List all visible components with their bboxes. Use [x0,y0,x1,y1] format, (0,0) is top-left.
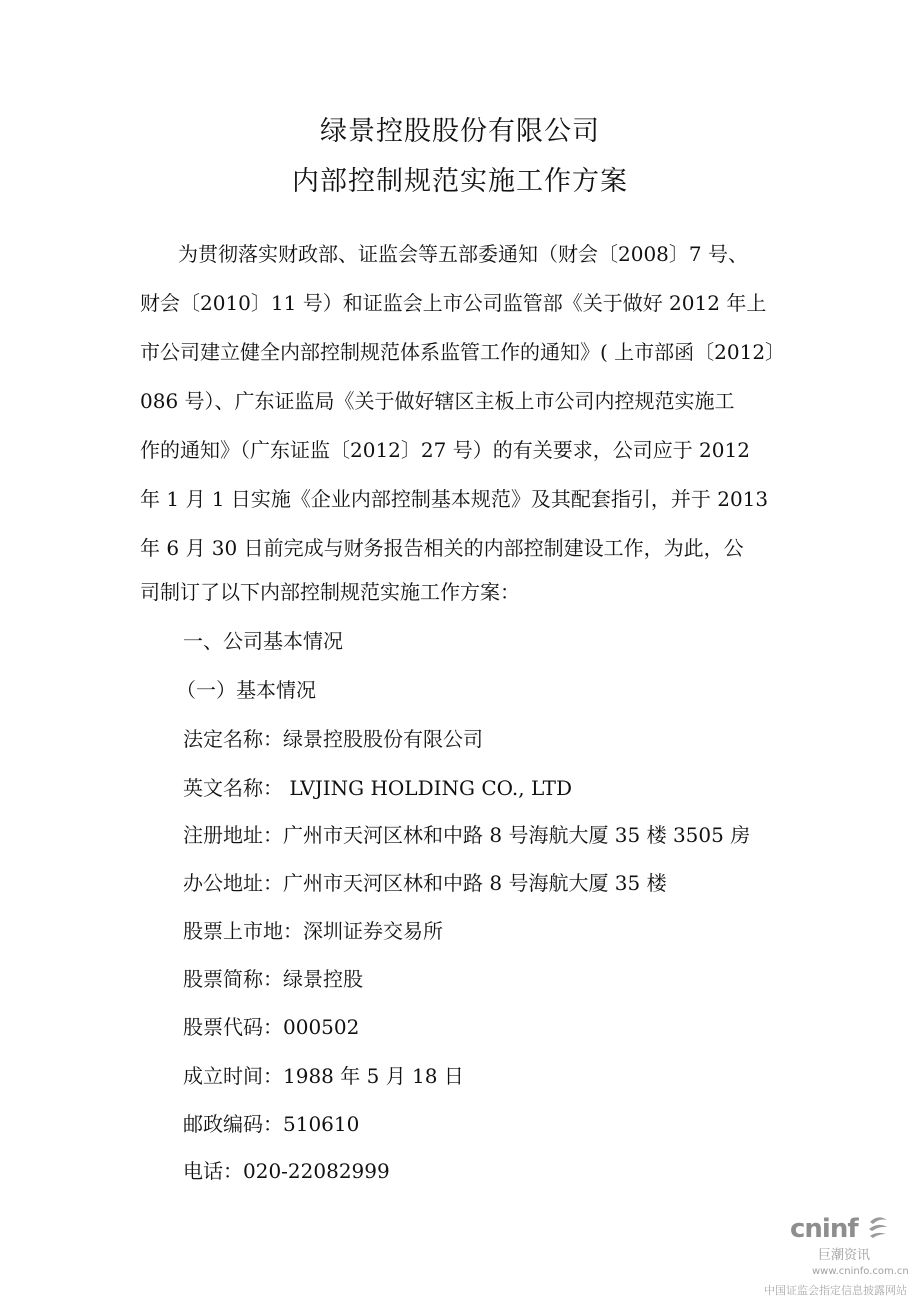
intro-line: 作的通知》（广东证监〔2012〕27 号）的有关要求，公司应于 2012 [140,438,750,462]
info-stock-exchange: 股票上市地：深圳证券交易所 [183,919,443,943]
info-office-address: 办公地址：广州市天河区林和中路 8 号海航大厦 35 楼 [183,871,667,895]
info-english-name: 英文名称： LVJING HOLDING CO., LTD [183,776,572,800]
section-heading: 一、公司基本情况 [183,629,343,653]
company-title: 绿景控股股份有限公司 [320,116,600,147]
cninfo-swirl-icon [867,1214,889,1238]
info-stock-abbreviation: 股票简称：绿景控股 [183,967,363,991]
document-title: 内部控制规范实施工作方案 [292,166,628,197]
intro-line: 为贯彻落实财政部、证监会等五部委通知（财会〔2008〕7 号、 [178,242,748,266]
info-registered-address: 注册地址：广州市天河区林和中路 8 号海航大厦 35 楼 3505 房 [183,823,751,847]
info-legal-name: 法定名称：绿景控股股份有限公司 [183,727,483,751]
cninfo-footer: 中国证监会指定信息披露网站 [764,1284,907,1297]
cninfo-url: www.cninfo.com.cn [812,1266,909,1277]
intro-line: 财会〔2010〕11 号）和证监会上市公司监管部《关于做好 2012 年上 [140,291,767,315]
intro-line: 086 号）、广东证监局《关于做好辖区主板上市公司内控规范实施工 [140,389,735,413]
intro-line: 年 6 月 30 日前完成与财务报告相关的内部控制建设工作，为此，公 [140,536,744,560]
intro-line: 年 1 月 1 日实施《企业内部控制基本规范》及其配套指引，并于 2013 [140,487,769,511]
cninfo-watermark [760,1210,920,1301]
cninfo-chinese-name: 巨潮资讯 [818,1248,871,1263]
info-stock-code: 股票代码：000502 [183,1015,360,1039]
info-telephone: 电话：020-22082999 [183,1159,390,1183]
intro-line: 司制订了以下内部控制规范实施工作方案： [140,580,520,604]
info-founding-date: 成立时间：1988 年 5 月 18 日 [183,1064,464,1088]
subsection-heading: （一）基本情况 [176,678,316,702]
intro-line: 市公司建立健全内部控制规范体系监管工作的通知》( 上市部函〔2012〕 [140,340,786,364]
info-postal-code: 邮政编码：510610 [183,1112,360,1136]
cninfo-logo-text: cninf [790,1214,858,1244]
